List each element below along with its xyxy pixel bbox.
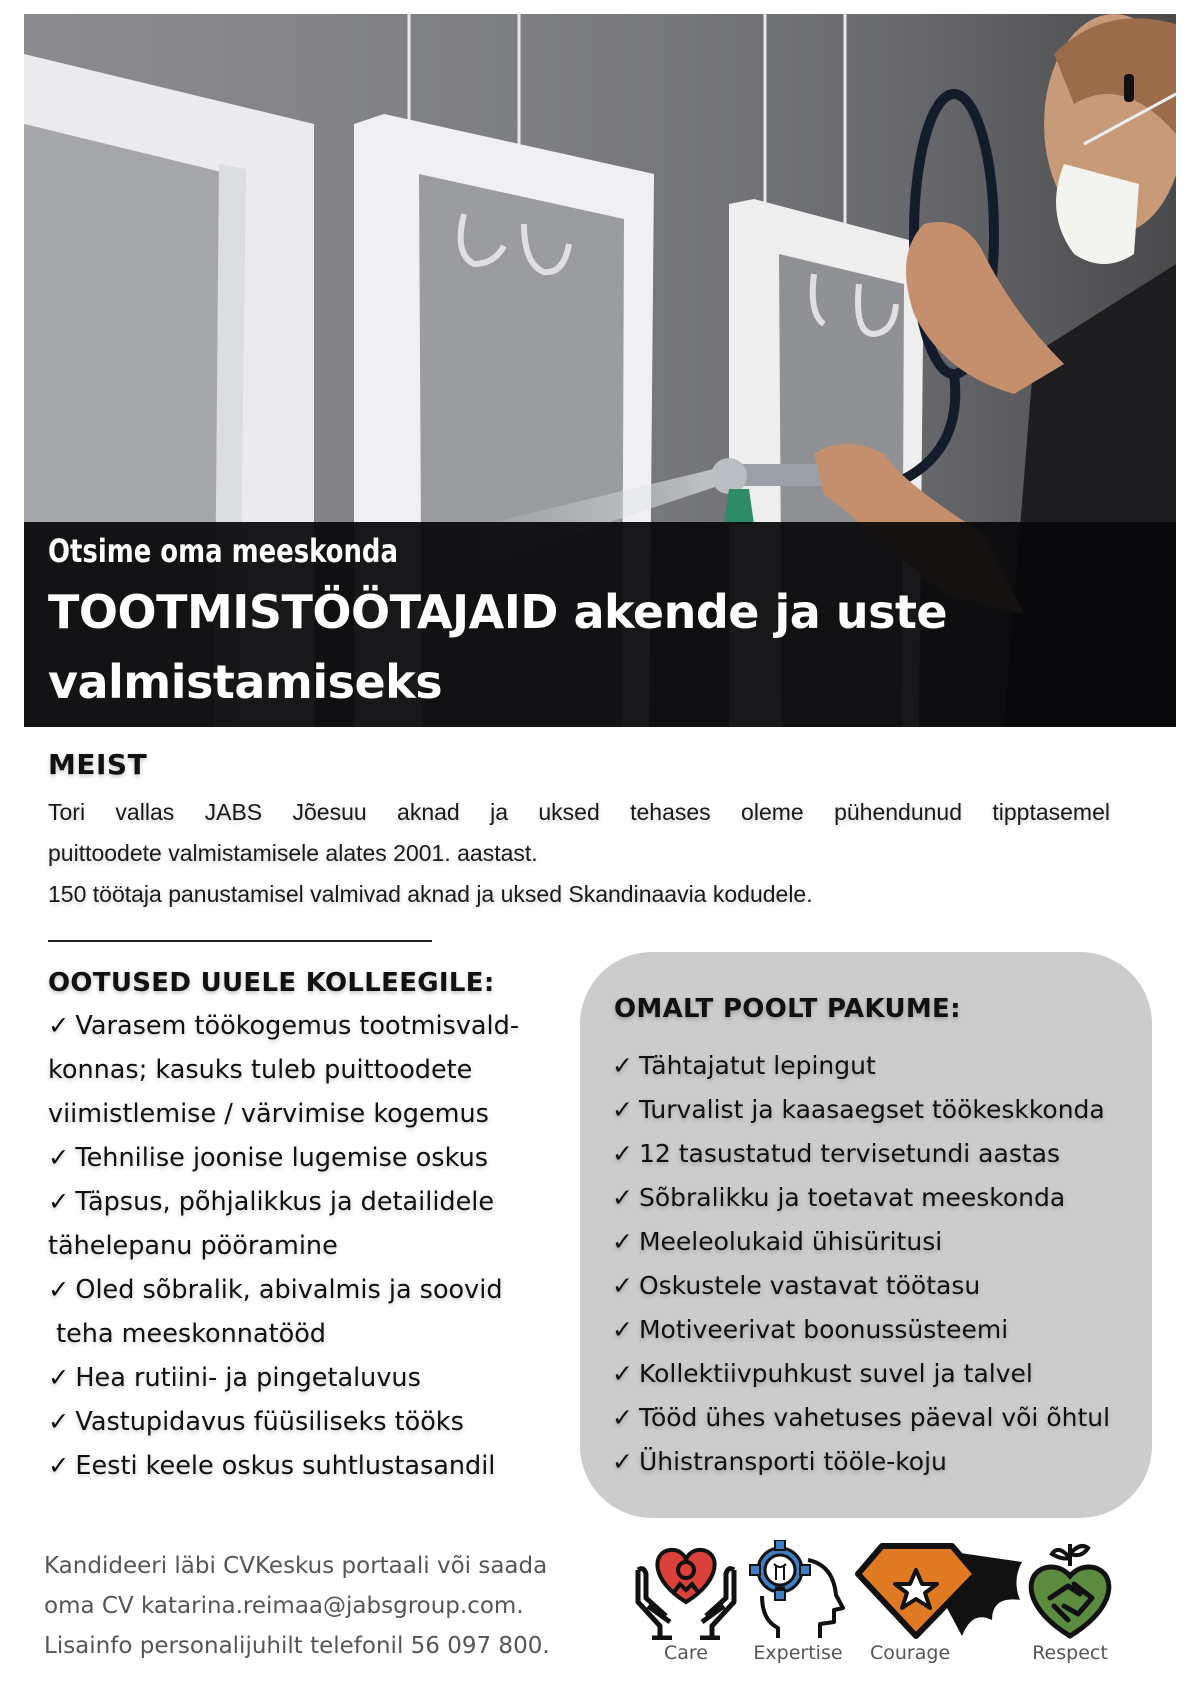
expectations-section (48, 968, 578, 1488)
offer-text: Ühistransporti tööle-koju (638, 1447, 947, 1476)
superhero-emblem-cape-icon (852, 1540, 1032, 1640)
expectation-item (48, 1224, 578, 1268)
about-line: puittoodete valmistamisele alates 2001. aastast. (48, 840, 538, 866)
expectation-text: teha meeskonnatööd (48, 1319, 326, 1349)
value-label: Expertise (753, 1642, 843, 1664)
checkmark-icon: ✓ (48, 1363, 70, 1393)
checkmark-icon: ✓ (612, 1095, 633, 1124)
offer-text: Motiveerivat boonussüsteemi (638, 1315, 1009, 1344)
offer-item (612, 1088, 1152, 1132)
offer-text: Turvalist ja kaasaegset töökeskkonda (638, 1095, 1105, 1124)
expectation-text: viimistlemise / värvimise kogemus (48, 1099, 489, 1129)
checkmark-icon: ✓ (612, 1139, 633, 1168)
checkmark-icon: ✓ (612, 1359, 633, 1388)
expectation-text: Tehnilise joonise lugemise oskus (75, 1143, 489, 1173)
offer-text: Sõbralikku ja toetavat meeskonda (638, 1183, 1066, 1212)
checkmark-icon: ✓ (612, 1227, 633, 1256)
offer-item (612, 1176, 1152, 1220)
contact-line: Lisainfo personalijuhilt telefonil 56 097 800. (44, 1633, 550, 1659)
checkmark-icon: ✓ (48, 1451, 70, 1481)
offer-item (612, 1220, 1152, 1264)
checkmark-icon: ✓ (612, 1271, 633, 1300)
offer-list (612, 1044, 1152, 1484)
offer-text: Kollektiivpuhkust suvel ja talvel (638, 1359, 1033, 1388)
expectations-title: OOTUSED UUELE KOLLEEGILE: (48, 968, 495, 998)
contact-info (44, 1546, 624, 1666)
expectation-text: tähelepanu pööramine (48, 1231, 338, 1261)
value-label: Courage (870, 1642, 951, 1664)
headline-title-line1: TOOTMISTÖÖTAJAID akende ja uste (48, 585, 948, 639)
expectation-text: Täpsus, põhjalikkus ja detailidele (75, 1187, 495, 1217)
checkmark-icon: ✓ (48, 1011, 70, 1041)
about-line: Tori vallas JABS Jõesuu aknad ja uksed tehases oleme pühendunud tipptasemel (48, 799, 1110, 825)
headline-title-line2: valmistamiseks (48, 655, 443, 709)
value-courage (852, 1540, 1032, 1664)
offer-item (612, 1132, 1152, 1176)
checkmark-icon: ✓ (612, 1447, 633, 1476)
headline-banner (24, 522, 1176, 727)
checkmark-icon: ✓ (48, 1407, 70, 1437)
checkmark-icon: ✓ (612, 1183, 633, 1212)
expectation-text: Eesti keele oskus suhtlustasandil (75, 1451, 496, 1481)
offer-item (612, 1352, 1152, 1396)
offer-item (612, 1308, 1152, 1352)
offer-item (612, 1396, 1152, 1440)
offer-text: 12 tasustatud tervisetundi aastas (638, 1139, 1060, 1168)
value-label: Respect (1032, 1642, 1108, 1664)
heart-handshake-sprout-icon (1020, 1540, 1120, 1640)
expectation-text: Hea rutiini- ja pingetaluvus (75, 1363, 421, 1393)
checkmark-icon: ✓ (612, 1051, 633, 1080)
expectation-item (48, 1400, 578, 1444)
about-text (48, 792, 1110, 915)
headline-kicker: Otsime oma meeskonda (48, 532, 398, 570)
headline-title (48, 577, 1148, 717)
hands-heart-icon (630, 1540, 742, 1640)
offer-text: Tööd ühes vahetuses päeval või õhtul (638, 1403, 1111, 1432)
offer-item (612, 1264, 1152, 1308)
checkmark-icon: ✓ (48, 1187, 70, 1217)
value-care (630, 1540, 742, 1664)
expectation-text: Vastupidavus füüsiliseks tööks (75, 1407, 464, 1437)
offer-title: OMALT POOLT PAKUME: (614, 994, 961, 1024)
offer-text: Oskustele vastavat töötasu (638, 1271, 981, 1300)
about-line: 150 töötaja panustamisel valmivad aknad ja uksed Skandinaavia kodudele. (48, 881, 813, 907)
expectation-item (48, 1092, 578, 1136)
expectation-item (48, 1312, 578, 1356)
expectation-item (48, 1444, 578, 1488)
contact-line: oma CV katarina.reimaa@jabsgroup.com. (44, 1593, 524, 1619)
expectation-item (48, 1356, 578, 1400)
offer-item (612, 1044, 1152, 1088)
offer-text: Tähtajatut lepingut (638, 1051, 876, 1080)
about-title: MEIST (48, 748, 148, 781)
expectation-item (48, 1004, 578, 1048)
value-label: Care (664, 1642, 708, 1664)
checkmark-icon: ✓ (48, 1143, 70, 1173)
value-respect (1020, 1540, 1120, 1664)
expectation-text: Oled sõbralik, abivalmis ja soovid (75, 1275, 503, 1305)
offer-text: Meeleolukaid ühisüritusi (638, 1227, 943, 1256)
contact-line: Kandideeri läbi CVKeskus portaali või saada (44, 1553, 548, 1579)
section-divider (48, 940, 432, 942)
expectation-text: konnas; kasuks tuleb puittoodete (48, 1055, 473, 1085)
head-lightbulb-gear-icon (748, 1540, 848, 1640)
expectation-item (48, 1268, 578, 1312)
checkmark-icon: ✓ (612, 1403, 633, 1432)
offer-item (612, 1440, 1152, 1484)
company-values (630, 1540, 1150, 1680)
expectation-item (48, 1136, 578, 1180)
value-expertise (748, 1540, 848, 1664)
checkmark-icon: ✓ (48, 1275, 70, 1305)
checkmark-icon: ✓ (612, 1315, 633, 1344)
expectation-text: Varasem töökogemus tootmisvald- (75, 1011, 520, 1041)
offer-box (580, 952, 1152, 1518)
hero-image (24, 14, 1176, 727)
expectation-item (48, 1180, 578, 1224)
expectations-list (48, 1004, 578, 1488)
expectation-item (48, 1048, 578, 1092)
